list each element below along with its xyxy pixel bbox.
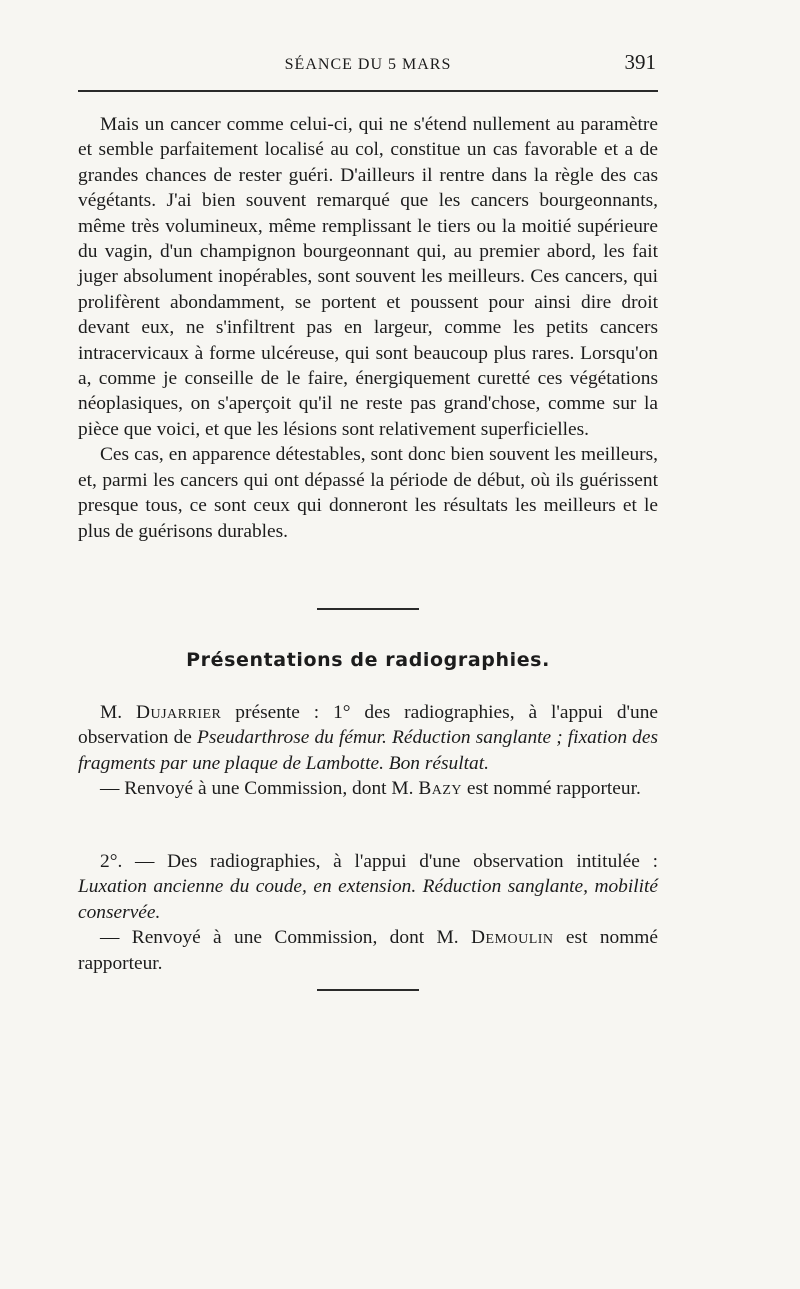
rapporteur-name: Bazy	[418, 778, 463, 800]
item1-prefix: M.	[100, 702, 136, 723]
paragraph-conclusion: Ces cas, en apparence détestables, sont donc bien souvent les meilleurs, et, parmi les cancers qui ont dépassé la période de début, où ils guérissent presque tous, ce sont ceux qui donneront les résultats les meilleurs et le plus de guérisons durables.	[78, 444, 658, 542]
page-header	[78, 50, 658, 86]
item2-text: 2°. — Des radiographies, à l'appui d'une observation intitulée :	[100, 851, 658, 872]
section-title: Présentations de radiographies.	[186, 649, 550, 671]
presentation-item-1	[78, 700, 658, 802]
header-rule	[78, 90, 658, 92]
presentation-item-2	[78, 849, 658, 976]
item1-paragraph	[78, 700, 658, 776]
item1-referral: — Renvoyé à une Commission, dont M. Bazy est nommé rapporteur.	[100, 778, 641, 800]
rapporteur-name: Demoulin	[470, 927, 554, 949]
section-separator-bottom	[317, 989, 419, 991]
item2-title: Luxation ancienne du coude, en extension. Réduction sanglante, mobilité conservée.	[78, 876, 658, 923]
continuation-text	[78, 112, 658, 544]
author-name: Dujarrier	[136, 702, 222, 723]
item2-paragraph	[78, 849, 658, 925]
item1-title: Pseudarthrose du fémur. Réduction sanglante ; fixation des fragments par une plaque de Lambotte. Bon résultat.	[78, 727, 658, 774]
running-head: SÉANCE DU 5 MARS	[284, 56, 452, 73]
paragraph-cancer-discussion: Mais un cancer comme celui-ci, qui ne s'étend nullement au paramètre et semble parfaitement localisé au col, constitue un cas favorable et a de grandes chances de rester guéri. D'ailleurs il rentre dans la règle des cas végétants. J'ai bien souvent remarqué que les cancers bourgeonnants, même très volumineux, même remplissant le tiers ou la moitié supérieure du vagin, d'un champignon bourgeonnant qui, au premier abord, les fait juger absolument inopérables, sont souvent les meilleurs. Ces cancers, qui prolifèrent abondamment, se portent et poussent pour ainsi dire droit devant eux, ne s'infiltrent pas en largeur, comme les petits cancers intracervicaux à forme ulcéreuse, qui sont beaucoup plus rares. Lorsqu'on a, comme je conseille de le faire, énergiquement curetté ces végétations néoplasiques, on s'aperçoit qu'il ne reste pas grand'chose, comme sur la pièce que voici, et que les lésions sont relativement superficielles.	[78, 114, 658, 440]
item2-referral: — Renvoyé à une Commission, dont M. Demoulin est nommé rapporteur.	[78, 927, 658, 974]
item1-text: présente : 1° des radiographies, à l'appui d'une observation de	[78, 702, 659, 749]
page-number: 391	[624, 50, 656, 74]
section-separator	[317, 608, 419, 610]
